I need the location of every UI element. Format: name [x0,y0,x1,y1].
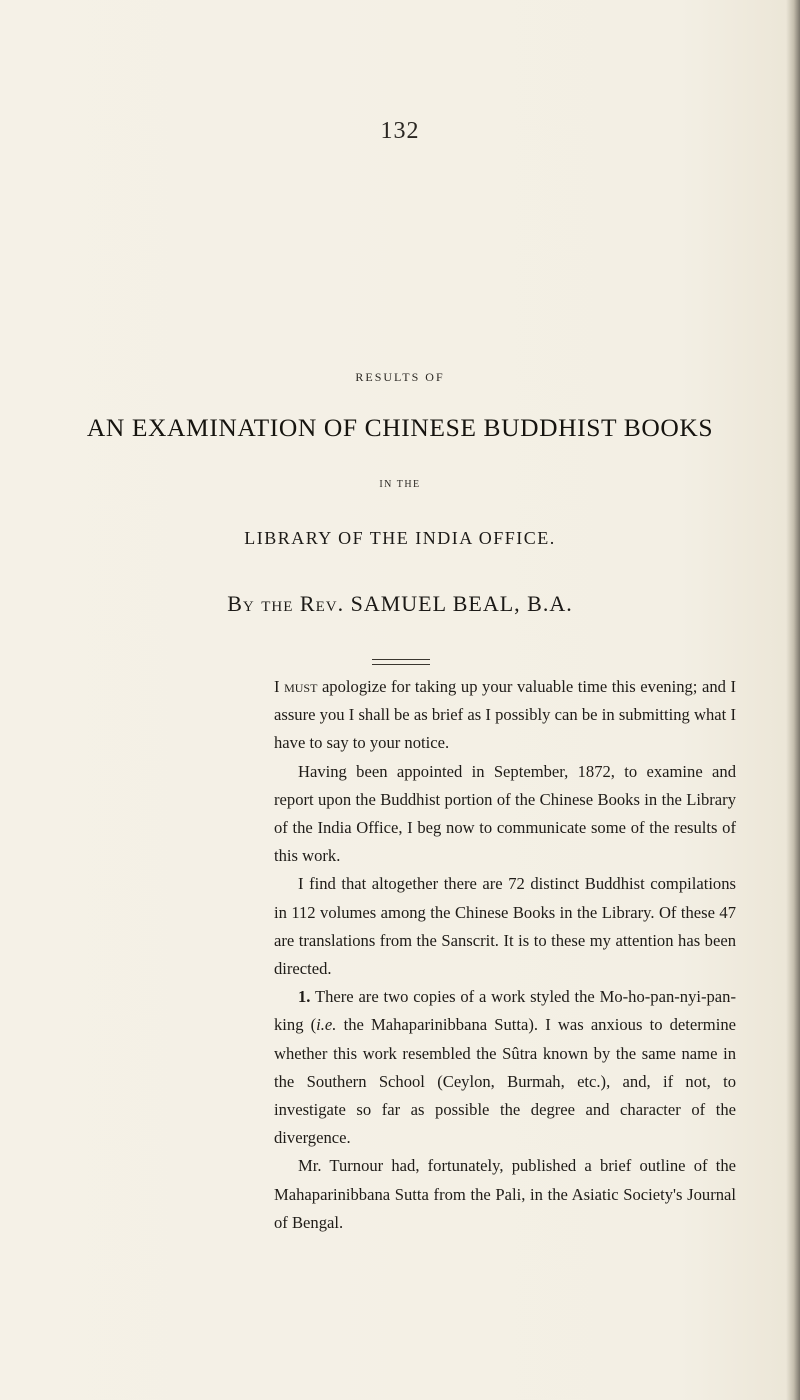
article-body [274,673,736,1237]
results-of-kicker: RESULTS OF [355,370,445,384]
byline-prefix: By the Rev. [227,591,345,616]
article-title: AN EXAMINATION OF CHINESE BUDDHIST BOOKS [86,413,714,442]
paragraph-text: apologize for taking up your valuable time this evening; and I assure you I shall be as brief as I possibly can be in submitting what I have to say to your notice. [274,677,736,753]
paragraph-intro [274,673,736,758]
in-the-label: IN THE [379,479,421,490]
lead-word: I must [274,677,318,696]
paragraph-turnour: Mr. Turnour had, fortunately, published a brief outline of the Mahaparinibbana Sutta from the Pali, in the Asiatic Society's Journal of Bengal. [274,1156,736,1232]
page-number: 132 [380,118,420,144]
double-rule-divider [372,659,430,665]
paragraph-compilations: I find that altogether there are 72 distinct Buddhist compilations in 112 volumes among the Chinese Books in the Library. Of these 47 are translations from the Sanscrit. It is to these my attention has been directed. [274,874,736,979]
paragraph-appointment: Having been appointed in September, 1872, to examine and report upon the Buddhist portion of the Chinese Books in the Library of the India Office, I beg now to communicate some of the results of this work. [274,761,736,866]
paragraph-number: 1. [298,987,311,1007]
paragraph-text-before-italic: There are two copies of a work styled the Mo-ho-pan-nyi-pan-king ( [274,987,736,1035]
italic-abbreviation: i.e. [316,1015,337,1035]
paragraph-text-after-italic: the Mahaparinibbana Sutta). I was anxious to determine whether this work resembled the Sûtra known by the same name in the Southern School (Ceylon, Burmah, etc.), and, if not, to investigate so far as possible the degree and character of the divergence. [274,1015,736,1148]
page-edge-shadow [786,0,800,1400]
article-subtitle: LIBRARY OF THE INDIA OFFICE. [244,528,556,548]
author-name: SAMUEL BEAL, B.A. [350,591,573,616]
author-byline [0,591,800,617]
paragraph-numbered-1 [274,983,736,1152]
